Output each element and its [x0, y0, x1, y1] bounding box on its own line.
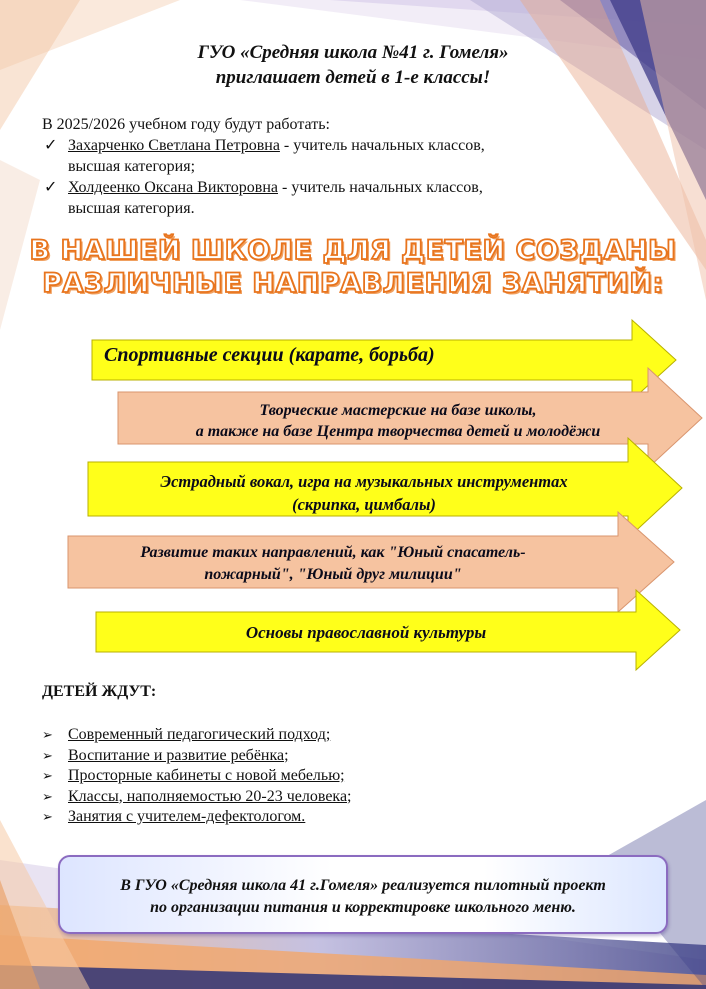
benefit-text: Воспитание и развитие ребёнка;: [68, 746, 289, 764]
teachers-section: [42, 114, 642, 219]
page-header: [0, 40, 706, 90]
teacher-name: Холдеенко Оксана Викторовна: [68, 179, 278, 196]
banner-line-2: РАЗЛИЧНЫЕ НАПРАВЛЕНИЯ ЗАНЯТИЙ:: [42, 268, 664, 299]
teacher-role: - учитель начальных классов,: [279, 137, 485, 154]
list-item: [42, 766, 602, 787]
notice-text: [60, 875, 666, 919]
notice-line-1: В ГУО «Средняя школа 41 г.Гомеля» реализуется пилотный проект: [120, 877, 606, 894]
checkmark-icon: ✓: [44, 179, 58, 196]
list-item: [42, 746, 602, 767]
arrow-bullet-icon: ➢: [42, 809, 53, 824]
arrow-bullet-icon: ➢: [42, 768, 53, 783]
teacher-item: [42, 135, 642, 177]
direction-label-line: пожарный", "Юный друг милиции": [204, 566, 462, 583]
benefits-list: [42, 725, 602, 828]
benefit-text: Просторные кабинеты с новой мебелью;: [68, 767, 345, 784]
direction-arrow-orthodox: [96, 590, 680, 670]
directions-banner: [0, 234, 706, 300]
pilot-project-notice: [58, 855, 668, 934]
benefit-text: Современный педагогический подход;: [68, 726, 331, 743]
teacher-category: высшая категория.: [68, 200, 195, 217]
list-item: [42, 787, 602, 808]
checkmark-icon: ✓: [44, 137, 58, 154]
list-item: [42, 807, 602, 828]
notice-line-2: по организации питания и корректировке школьного меню.: [150, 899, 576, 916]
teacher-role: - учитель начальных классов,: [277, 179, 483, 196]
header-invitation: приглашает детей в 1-е классы!: [215, 67, 491, 88]
banner-line-1: В НАШЕЙ ШКОЛЕ ДЛЯ ДЕТЕЙ СОЗДАНЫ: [29, 235, 677, 266]
header-school-name: ГУО «Средняя школа №41 г. Гомеля»: [197, 42, 509, 63]
teacher-category: высшая категория;: [68, 158, 196, 175]
direction-label: Спортивные секции (карате, борьба): [104, 344, 435, 366]
arrow-bullet-icon: ➢: [42, 727, 53, 742]
direction-label: [80, 542, 586, 586]
list-item: [42, 725, 602, 746]
direction-label: [94, 470, 634, 516]
direction-label-line: (скрипка, цимбалы): [292, 495, 436, 514]
direction-label-line: Творческие мастерские на базе школы,: [259, 402, 537, 419]
arrow-bullet-icon: ➢: [42, 747, 53, 763]
direction-label-line: а также на базе Центра творчества детей и молодёжи: [195, 423, 601, 440]
direction-label: [138, 400, 658, 442]
direction-label-line: Эстрадный вокал, игра на музыкальных инструментах: [160, 472, 568, 491]
benefit-text: Классы, наполняемостью 20-23 человека;: [68, 787, 352, 805]
teacher-name: Захарченко Светлана Петровна: [68, 137, 280, 154]
arrow-bullet-icon: ➢: [42, 788, 53, 804]
teacher-item: [42, 177, 642, 219]
direction-label-line: Развитие таких направлений, как "Юный спасатель-: [140, 544, 526, 561]
await-title: ДЕТЕЙ ЖДУТ:: [42, 683, 157, 700]
direction-label: Основы православной культуры: [245, 623, 487, 642]
benefit-text: Занятия с учителем-дефектологом.: [68, 808, 306, 825]
teachers-intro: В 2025/2026 учебном году будут работать:: [42, 116, 330, 133]
